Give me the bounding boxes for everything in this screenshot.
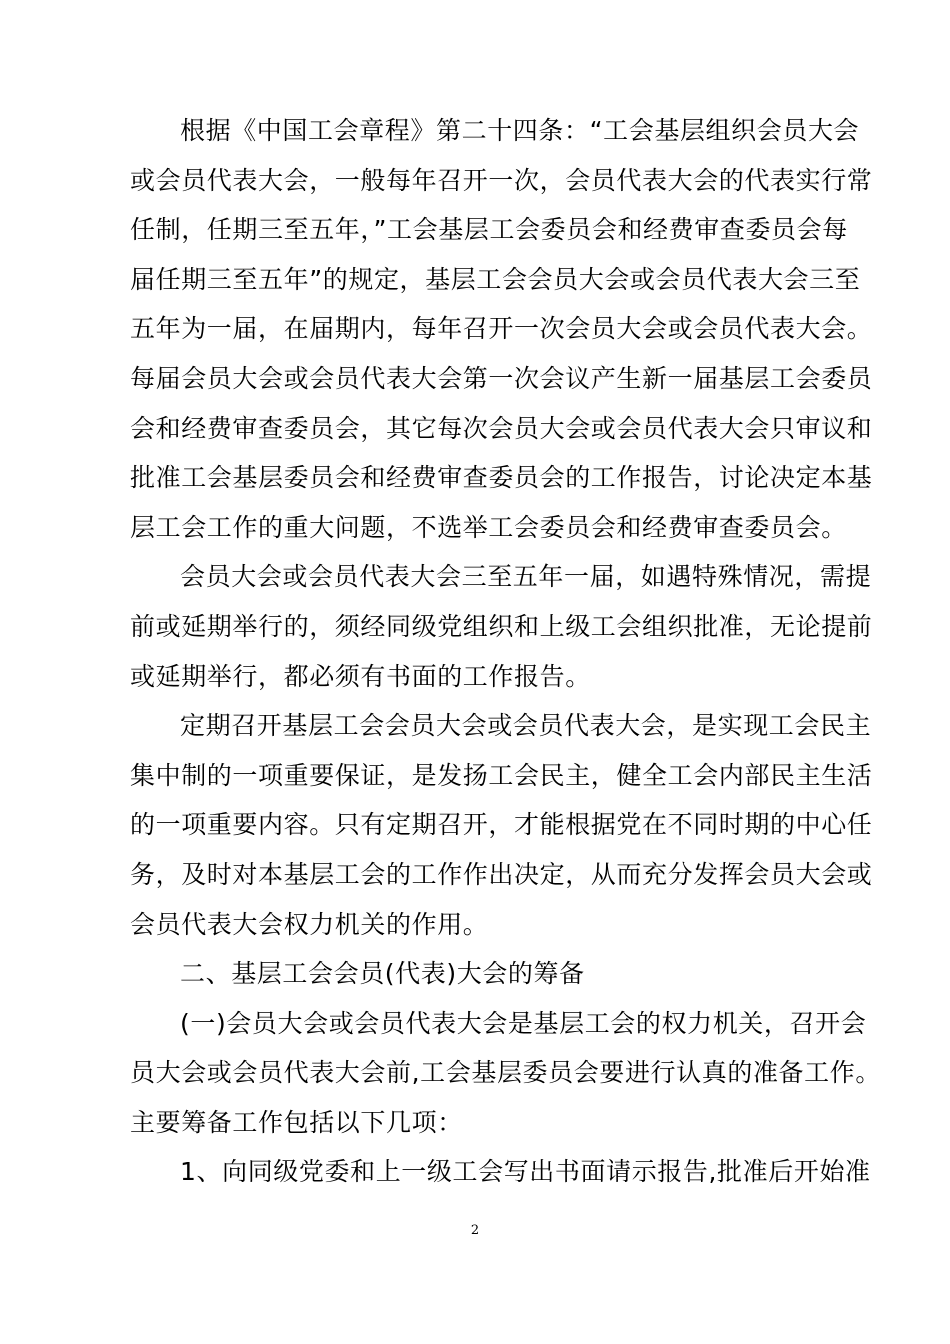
text-line: 五年为一届，在届期内，每年召开一次会员大会或会员代表大会。 [130, 314, 873, 344]
text-line: 集中制的一项重要保证，是发扬工会民主，健全工会内部民主生活 [130, 760, 873, 790]
paragraph [130, 999, 881, 1148]
paragraph [130, 701, 873, 949]
text-line: 1、向同级党委和上一级工会写出书面请示报告,批准后开始准 [180, 1157, 871, 1187]
text-line: 会和经费审查委员会，其它每次会员大会或会员代表大会只审议和 [130, 413, 873, 443]
text-line: 二、基层工会会员(代表)大会的筹备 [180, 959, 585, 989]
text-line: 务，及时对本基层工会的工作作出决定，从而充分发挥会员大会或 [130, 859, 873, 889]
page-number: 2 [470, 1223, 480, 1238]
text-line: 定期召开基层工会会员大会或会员代表大会，是实现工会民主 [180, 711, 872, 741]
text-line: 任制，任期三至五年，”工会基层工会委员会和经费审查委员会每 [130, 215, 848, 245]
text-line: 层工会工作的重大问题，不选举工会委员会和经费审查委员会。 [130, 512, 847, 542]
text-line: 批准工会基层委员会和经费审查委员会的工作报告，讨论决定本基 [130, 463, 873, 493]
text-line: 主要筹备工作包括以下几项： [130, 1107, 463, 1137]
text-line: 员大会或会员代表大会前,工会基层委员会要进行认真的准备工作。 [130, 1058, 881, 1088]
paragraph [130, 552, 873, 701]
paragraph [130, 106, 873, 552]
text-line: 或会员代表大会，一般每年召开一次，会员代表大会的代表实行常 [130, 165, 873, 195]
text-line: 每届会员大会或会员代表大会第一次会议产生新一届基层工会委员 [130, 363, 873, 393]
text-line: 的一项重要内容。只有定期召开，才能根据党在不同时期的中心任 [130, 810, 873, 840]
paragraph [130, 949, 830, 999]
text-line: 前或延期举行的，须经同级党组织和上级工会组织批准，无论提前 [130, 611, 873, 641]
document-body [130, 106, 881, 1197]
paragraph [130, 1147, 871, 1197]
text-line: 会员大会或会员代表大会三至五年一届，如遇特殊情况，需提 [180, 562, 872, 592]
text-line: 根据《中国工会章程》第二十四条：“工会基层组织会员大会 [180, 116, 860, 145]
text-line: (一)会员大会或会员代表大会是基层工会的权力机关，召开会 [180, 1008, 867, 1038]
text-line: 会员代表大会权力机关的作用。 [130, 909, 489, 939]
text-line: 届任期三至五年”的规定，基层工会会员大会或会员代表大会三至 [130, 264, 861, 294]
text-line: 或延期举行，都必须有书面的工作报告。 [130, 661, 591, 691]
